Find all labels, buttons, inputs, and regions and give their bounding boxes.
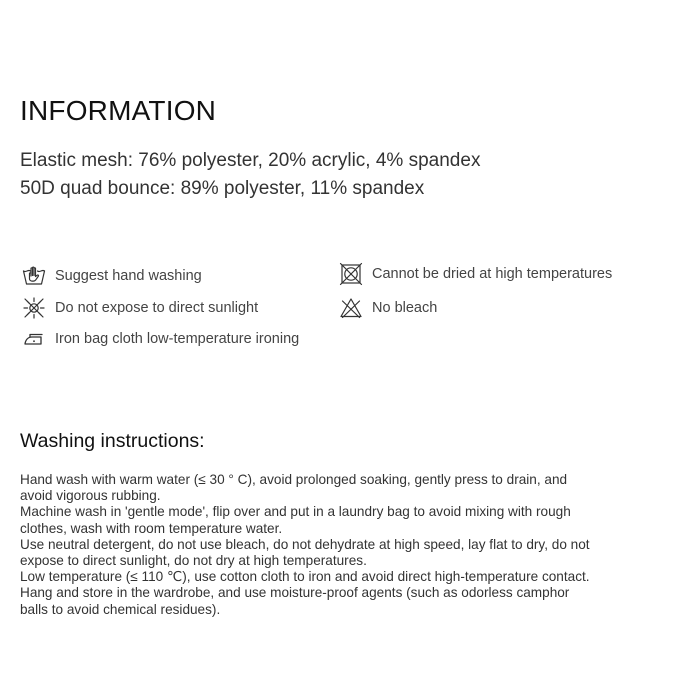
care-label-iron-low: Iron bag cloth low-temperature ironing xyxy=(55,331,300,347)
washing-line: clothes, wash with room temperature water. xyxy=(20,520,283,536)
care-label-hand-wash: Suggest hand washing xyxy=(55,268,202,284)
care-label-no-tumble-dry: Cannot be dried at high temperatures xyxy=(372,266,613,282)
care-label-no-sunlight: Do not expose to direct sunlight xyxy=(55,300,259,316)
washing-line: balls to avoid chemical residues). xyxy=(20,601,221,617)
care-item-no-tumble-dry xyxy=(339,262,612,286)
washing-line: Machine wash in 'gentle mode', flip over and put in a laundry bag to avoid mixing with rough xyxy=(20,504,571,520)
washing-line: Use neutral detergent, do not use bleach, do not dehydrate at high speed, lay flat to dry, do not xyxy=(20,536,590,552)
washing-line: expose to direct sunlight, do not dry at high temperatures. xyxy=(20,553,367,569)
washing-line: Hand wash with warm water (≤ 30 ° C), avoid prolonged soaking, gently press to drain, and xyxy=(20,472,568,487)
no-tumble-dry-icon xyxy=(339,262,363,286)
no-bleach-icon xyxy=(339,296,363,320)
care-item-no-sunlight xyxy=(22,296,258,320)
hand-wash-icon xyxy=(22,264,46,288)
composition-line-2: 50D quad bounce: 89% polyester, 11% spandex xyxy=(20,178,425,199)
iron-low-icon xyxy=(22,327,46,351)
washing-line: Low temperature (≤ 110 ℃), use cotton cloth to iron and avoid direct high-temperature contact. xyxy=(20,569,590,585)
composition-line-1: Elastic mesh: 76% polyester, 20% acrylic, 4% spandex xyxy=(20,150,481,171)
information-title: INFORMATION xyxy=(20,95,217,126)
washing-line: avoid vigorous rubbing. xyxy=(20,488,161,504)
care-item-no-bleach xyxy=(339,296,437,320)
care-item-iron-low xyxy=(22,327,299,351)
washing-instructions xyxy=(20,472,680,618)
washing-line: Hang and store in the wardrobe, and use moisture-proof agents (such as odorless camphor xyxy=(20,585,570,601)
care-label-no-bleach: No bleach xyxy=(372,300,438,316)
care-item-hand-wash xyxy=(22,264,202,288)
no-sunlight-icon xyxy=(22,296,46,320)
washing-heading: Washing instructions: xyxy=(20,430,205,452)
